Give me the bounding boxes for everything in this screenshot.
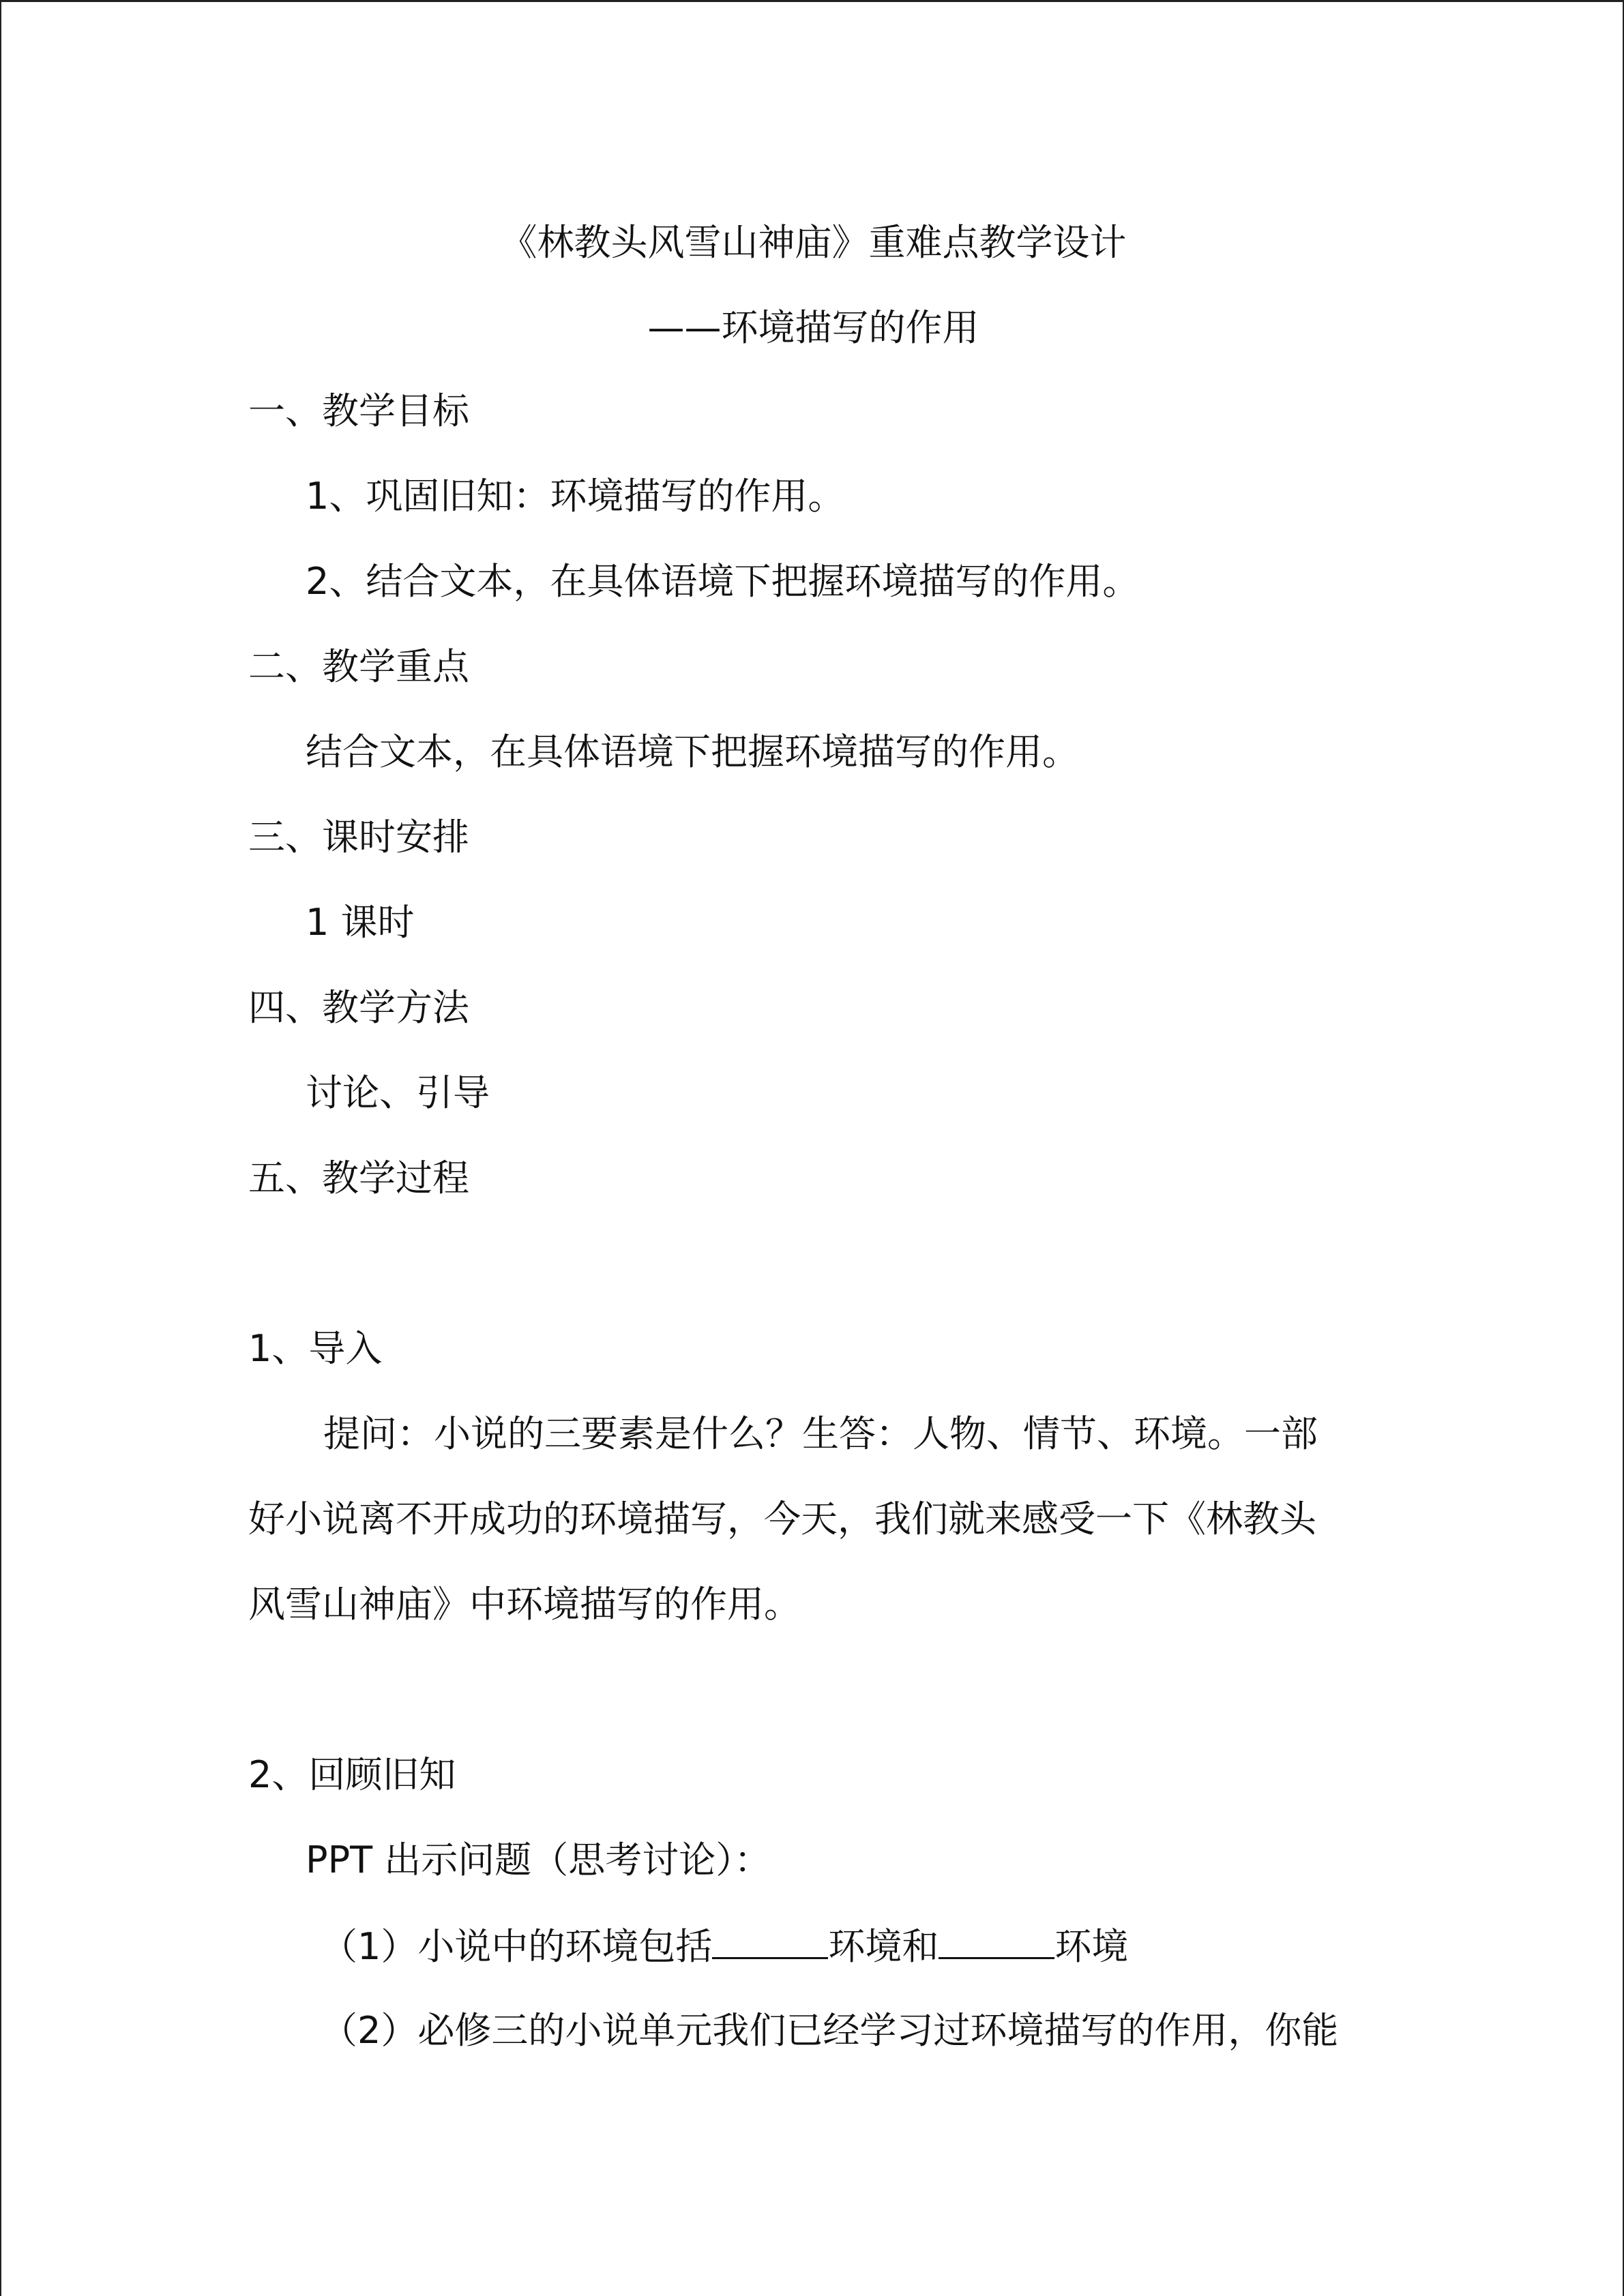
question-1-prefix: （1）小说中的环境包括	[321, 1925, 713, 1968]
question-1	[321, 1922, 1128, 1971]
objective-item-2: 2、结合文本，在具体语境下把握环境描写的作用。	[306, 560, 1140, 603]
document-title: 《林教头风雪山神庙》重难点教学设计	[500, 221, 1127, 264]
question-2-line-1: （2）必修三的小说单元我们已经学习过环境描写的作用，你能	[321, 2009, 1339, 2052]
section-heading-methods: 四、教学方法	[248, 986, 469, 1029]
section-heading-key-points: 二、教学重点	[248, 645, 469, 688]
question-1-mid: 环境和	[828, 1925, 939, 1968]
methods-text: 讨论、引导	[306, 1071, 490, 1114]
intro-paragraph-line-2: 好小说离不开成功的环境描写，今天，我们就来感受一下《林教头	[248, 1497, 1316, 1540]
section-heading-process: 五、教学过程	[248, 1157, 469, 1199]
fill-in-blank-2	[939, 1922, 1054, 1959]
fill-in-blank-1	[712, 1922, 828, 1959]
schedule-text: 1 课时	[306, 901, 415, 944]
section-heading-objectives: 一、教学目标	[248, 389, 469, 432]
question-1-suffix: 环境	[1054, 1925, 1129, 1968]
process-step-2-heading: 2、回顾旧知	[248, 1753, 456, 1796]
intro-paragraph-line-3: 风雪山神庙》中环境描写的作用。	[248, 1583, 801, 1626]
key-point-text: 结合文本，在具体语境下把握环境描写的作用。	[306, 730, 1079, 773]
section-heading-schedule: 三、课时安排	[248, 816, 469, 859]
document-subtitle: ——环境描写的作用	[647, 306, 979, 349]
ppt-question-intro: PPT 出示问题（思考讨论）：	[306, 1838, 771, 1881]
process-step-1-heading: 1、导入	[248, 1327, 383, 1370]
intro-paragraph-line-1: 提问：小说的三要素是什么？生答：人物、情节、环境。一部	[323, 1412, 1318, 1455]
objective-item-1: 1、巩固旧知：环境描写的作用。	[306, 475, 845, 518]
